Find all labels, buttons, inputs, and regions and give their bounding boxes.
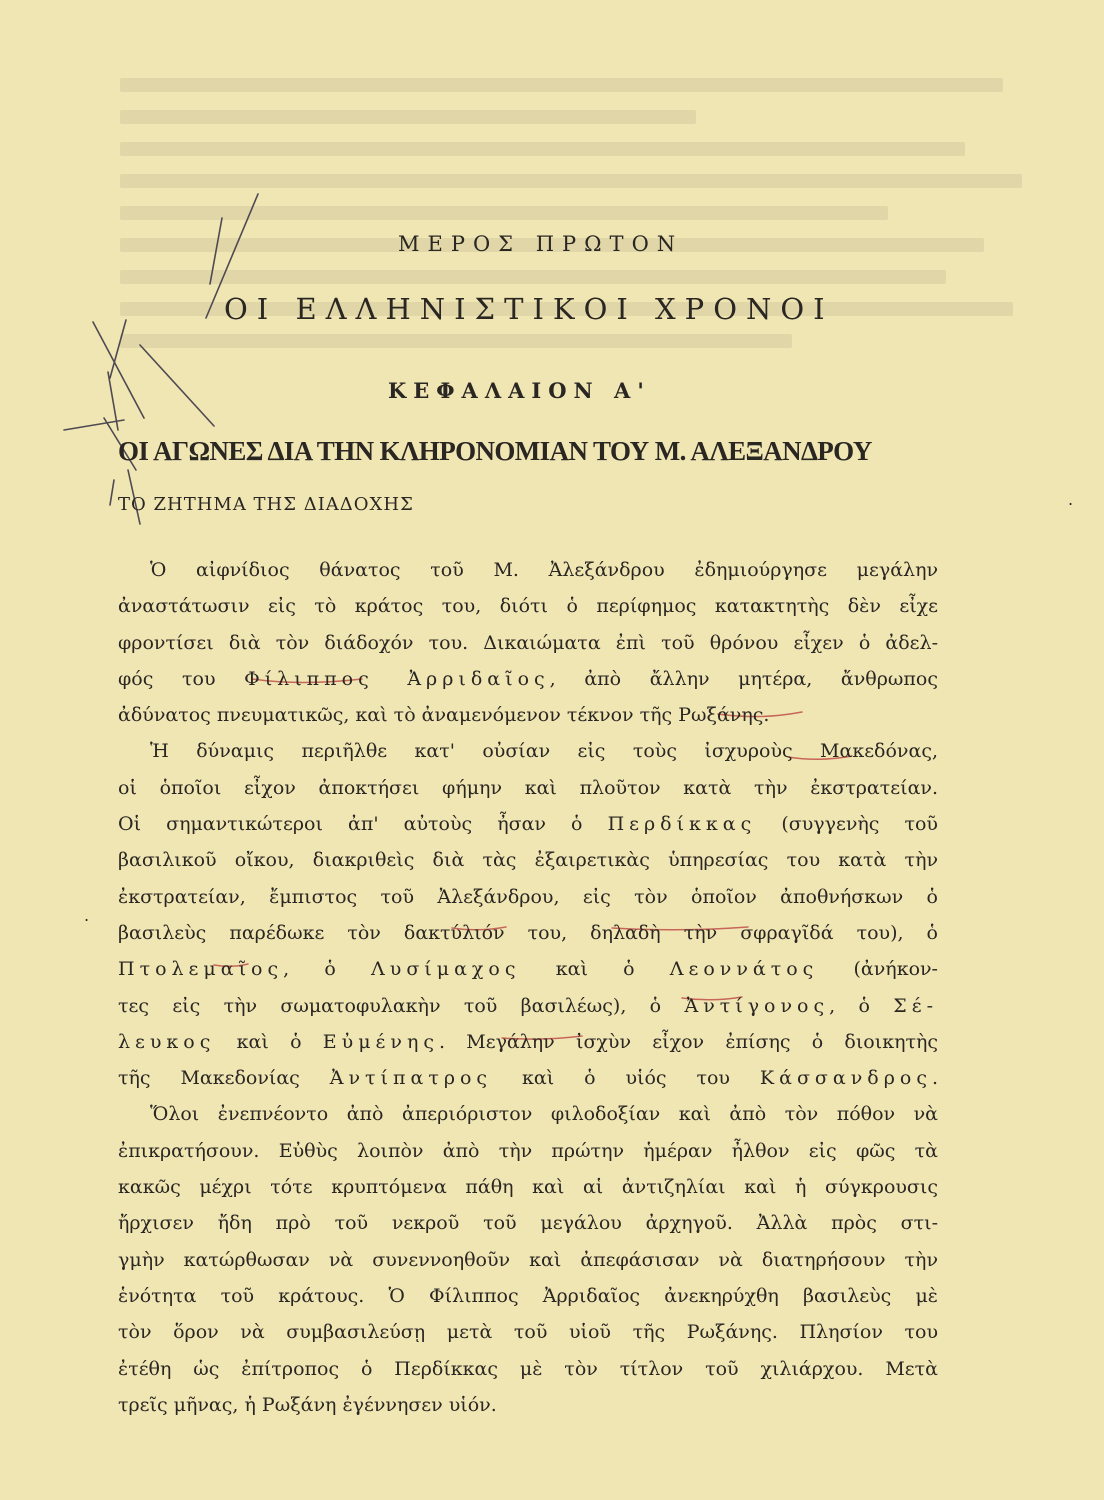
text-run: . Μεγάλην ἰσχὺν εἶχον ἐπίσης ὁ διοικητὴς [438,1030,938,1053]
chapter-title: ΟΙ ΑΓΩΝΕΣ ΔΙΑ ΤΗΝ ΚΛΗΡΟΝΟΜΙΑΝ ΤΟΥ Μ. ΑΛΕΞΑΝΔΡΟΥ [118,436,872,466]
text-run: καὶ ὁ υἱός του [522,1067,730,1090]
spaced-name: Σέ- [893,994,938,1017]
text-line: ἤρχισεν ἤδη πρὸ τοῦ νεκροῦ τοῦ μεγάλου ἀρχηγοῦ. Ἀλλὰ πρὸς στι- [118,1212,938,1235]
spaced-name: Περδίκκας [607,813,757,836]
pencil-stroke [93,322,144,418]
text-run: . [931,1067,939,1090]
text-line: ἀναστάτωσιν εἰς τὸ κράτος του, διότι ὁ περίφημος κατακτητὴς δὲν εἶχε [118,595,938,618]
chapter-heading: ΚΕΦΑΛΑΙΟΝ Α' [388,378,651,403]
text-line: ἐκστρατείαν, ἔμπιστος τοῦ Ἀλεξάνδρου, εἰς τὸν ὁποῖον ἀποθνήσκων ὁ [118,885,938,908]
text-line: κακῶς μέχρι τότε κρυπτόμενα πάθη καὶ αἱ ἀντιζηλίαι καὶ ἡ σύγκρουσις [118,1176,938,1199]
text-line [118,1024,938,1060]
pencil-stroke [210,218,222,284]
spaced-name: Ἀντίγονος [684,994,830,1017]
spaced-name: Εὐμένης [322,1030,439,1053]
spaced-name: λευκος [118,1030,216,1053]
text-line: Ἡ δύναμις περιῆλθε κατ' οὐσίαν εἰς τοὺς ἰσχυροὺς Μακεδόνας, [150,740,938,763]
text-line: βασιλεὺς παρέδωκε τὸν δακτύλιόν του, δηλαδὴ τὴν σφραγῖδά του), ὁ [118,921,938,944]
text-line: τὸν ὅρον νὰ συμβασιλεύσῃ μετὰ τοῦ υἱοῦ τῆς Ρωξάνης. Πλησίον του [118,1321,938,1344]
text-run: , ὁ [829,994,870,1017]
text-run: , ὁ [283,958,336,981]
text-run: καὶ ὁ [236,1030,302,1053]
body-text [118,552,938,1423]
text-line: βασιλικοῦ οἴκου, διακριθεὶς διὰ τὰς ἐξαιρετικὰς ὑπηρεσίας του κατὰ τὴν [118,849,938,872]
text-line: Ὁ αἰφνίδιος θάνατος τοῦ Μ. Ἀλεξάνδρου ἐδημιούργησε μεγάλην [150,559,938,581]
spaced-name: Κάσσανδρος [759,1067,932,1090]
text-line: ἑνότητα τοῦ κράτους. Ὁ Φίλιππος Ἀρριδαῖος ἀνεκηρύχθη βασιλεὺς μὲ [118,1284,938,1307]
text-line [118,661,938,697]
pencil-stroke [140,345,214,426]
text-line: γμὴν κατώρθωσαν νὰ συνεννοηθοῦν καὶ ἀπεφάσισαν νὰ διατηρήσουν τὴν [118,1248,938,1271]
text-run: τῆς Μακεδονίας [118,1067,300,1090]
text-line: φροντίσει διὰ τὸν διάδοχόν του. Δικαιώματα ἐπὶ τοῦ θρόνου εἶχεν ὁ ἀδελ- [118,631,938,654]
text-line [118,951,938,987]
spaced-name: Φίλιππος Ἀρριδαῖος [244,667,550,690]
spaced-name: Λυσίμαχος [371,958,521,981]
text-run: , ἀπὸ ἄλλην μητέρα, ἄνθρωπος [549,667,938,690]
text-run: Οἱ σημαντικώτεροι ἀπ' αὐτοὺς ἦσαν ὁ [118,813,583,836]
spaced-name: Λεοννάτος [669,958,819,981]
pencil-stroke [110,480,114,505]
pencil-stroke [108,372,118,430]
text-run: τες εἰς τὴν σωματοφυλακὴν τοῦ βασιλέως), ὁ [118,994,662,1017]
text-line [118,806,938,842]
text-line: Ὅλοι ἐνεπνέοντο ἀπὸ ἀπεριόριστον φιλοδοξίαν καὶ ἀπὸ τὸν πόθον νὰ [150,1103,938,1126]
stray-mark: . [1068,490,1074,509]
section-title: ΤΟ ΖΗΤΗΜΑ ΤΗΣ ΔΙΑΔΟΧΗΣ [118,494,414,515]
text-run: (ἀνήκον- [853,958,938,981]
part-heading: ΜΕΡΟΣ ΠΡΩΤΟΝ [398,232,684,256]
spaced-name: Ἀντίπατρος [329,1067,493,1090]
era-heading: ΟΙ ΕΛΛΗΝΙΣΤΙΚΟΙ ΧΡΟΝΟΙ [224,292,834,326]
text-line: τρεῖς μῆνας, ἡ Ρωξάνη ἐγέννησεν υἱόν. [118,1393,497,1416]
text-run: (συγγενὴς τοῦ [781,813,938,836]
text-line: ἐτέθη ὡς ἐπίτροπος ὁ Περδίκκας μὲ τὸν τίτλον τοῦ χιλιάρχου. Μετὰ [118,1357,938,1380]
text-run: καὶ ὁ [555,958,635,981]
text-line: ἀδύνατος πνευματικῶς, καὶ τὸ ἀναμενόμενον τέκνον τῆς Ρωξάνης. [118,704,770,727]
pencil-stroke [110,320,126,378]
pencil-stroke [64,420,124,430]
spaced-name: Πτολεμαῖος [118,958,284,981]
text-run: φός του [118,667,216,690]
stray-mark: . [84,906,90,925]
text-line: οἱ ὁποῖοι εἶχον ἀποκτήσει φήμην καὶ πλοῦτον κατὰ τὴν ἐκστρατείαν. [118,776,938,799]
text-line [118,988,938,1024]
text-line: ἐπικρατήσουν. Εὐθὺς λοιπὸν ἀπὸ τὴν πρώτην ἡμέραν ἦλθον εἰς φῶς τὰ [118,1139,938,1162]
bleed-through-text [120,60,1080,500]
text-line [118,1060,938,1096]
